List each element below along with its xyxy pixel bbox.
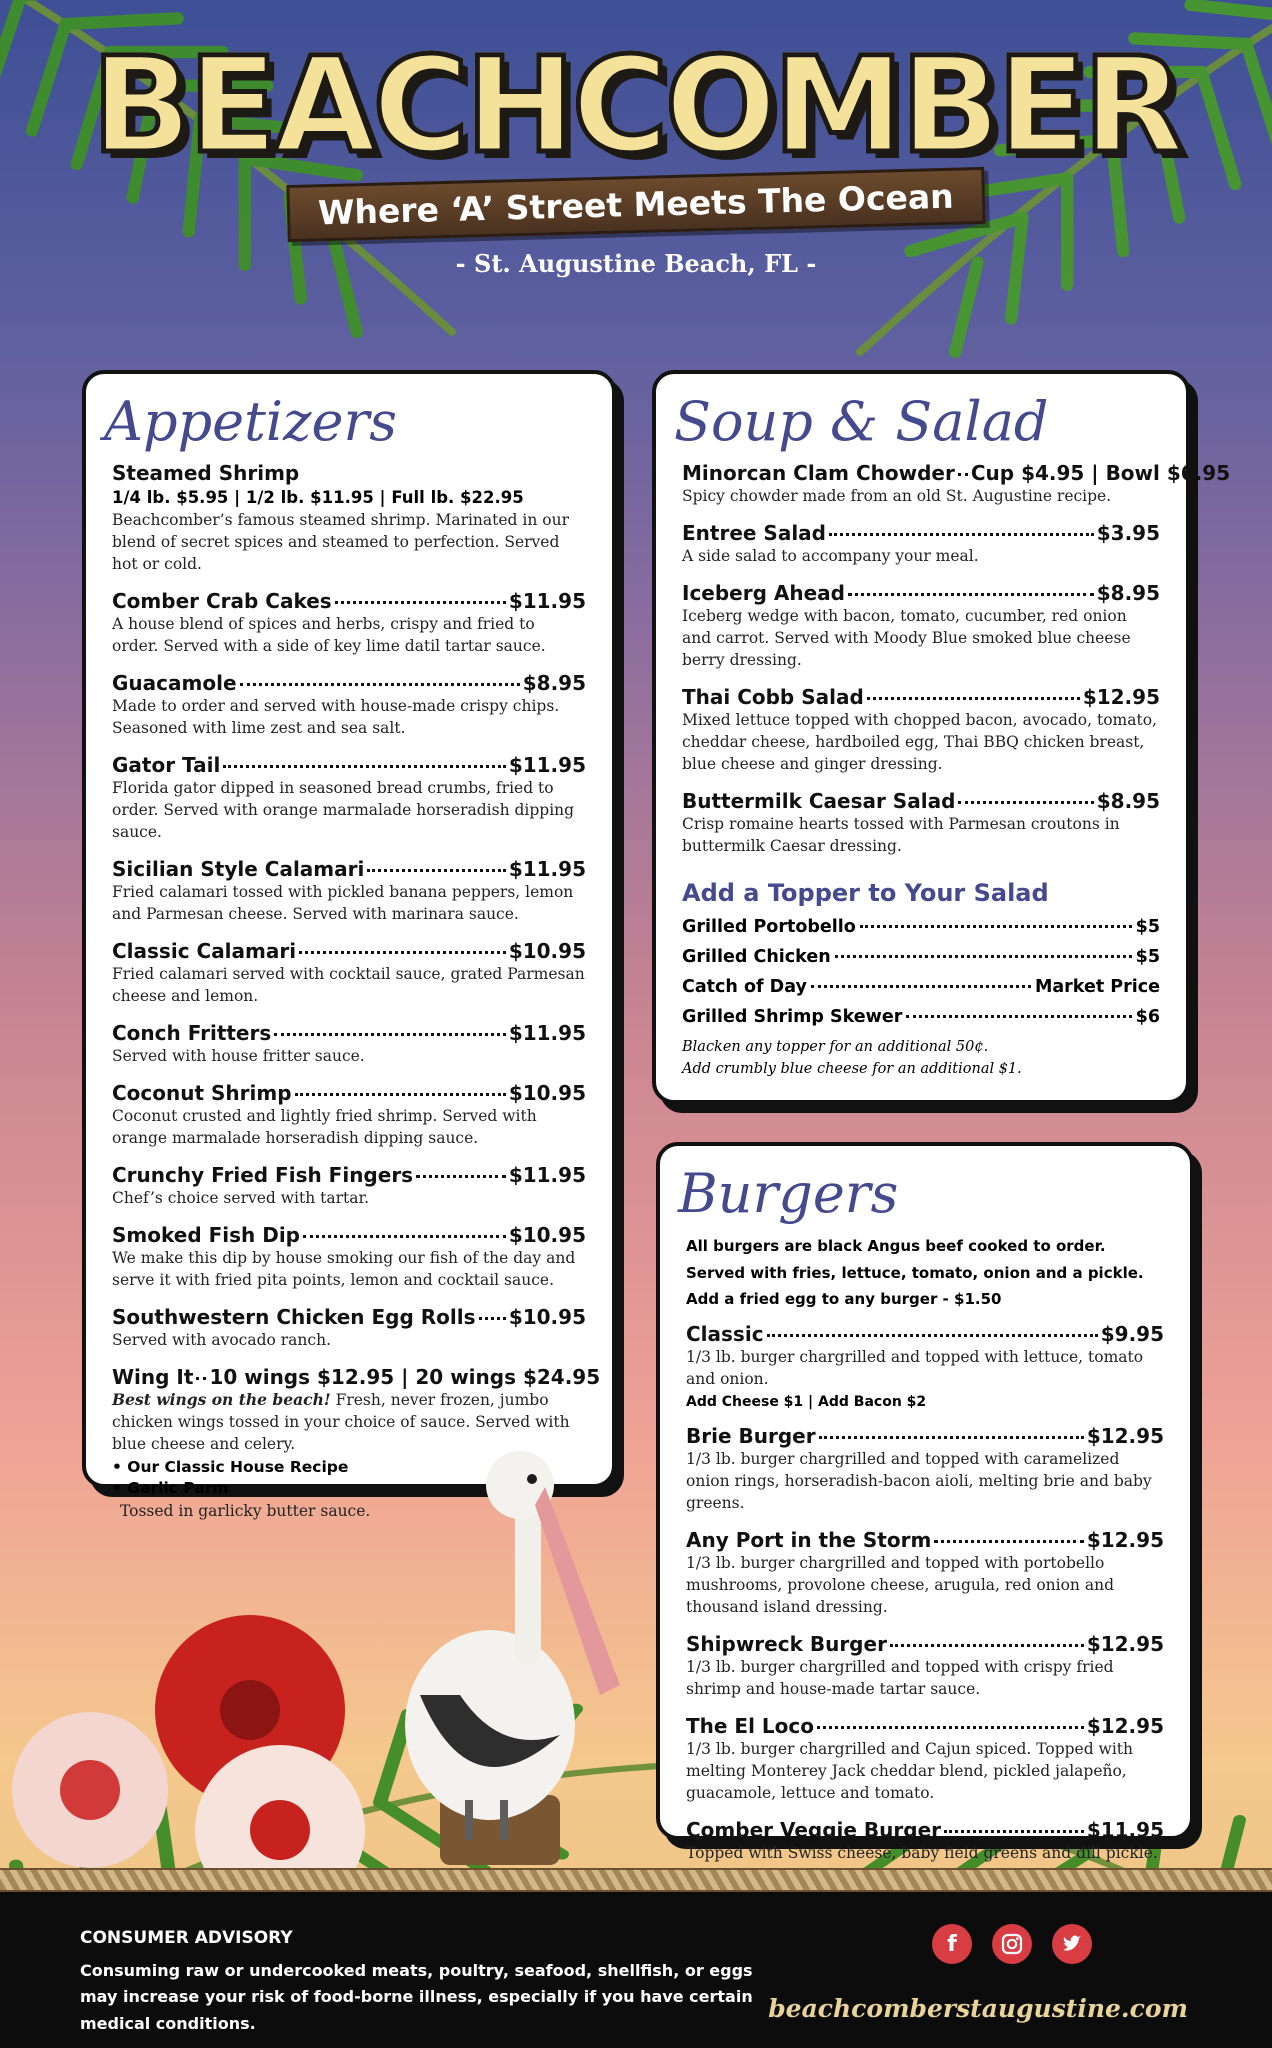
menu-item [682, 521, 1160, 567]
item-description: 1/3 lb. burger chargrilled and topped with caramelized onion rings, horseradish-bacon aioli, melting brie and baby greens. [686, 1450, 1152, 1513]
item-price: $3.95 [1096, 521, 1160, 546]
item-description: Mixed lettuce topped with chopped bacon, avocado, tomato, cheddar cheese, hardboiled egg, Thai BBQ chicken breast, blue cheese and ginger dressing. [682, 711, 1157, 774]
instagram-icon[interactable] [992, 1924, 1032, 1964]
item-price: $11.95 [508, 1021, 586, 1046]
item-description: 1/3 lb. burger chargrilled and Cajun spiced. Topped with melting Monterey Jack cheddar blend, pickled jalapeño, guacamole, lettuce and tomato. [686, 1740, 1133, 1803]
item-name: Smoked Fish Dip [112, 1223, 300, 1248]
item-description: 1/3 lb. burger chargrilled and topped with crispy fried shrimp and house-made tartar sauce. [686, 1658, 1114, 1699]
topper-note: Add crumbly blue cheese for an additional $1. [682, 1061, 1022, 1078]
item-price: $10.95 [508, 939, 586, 964]
item-description: Topped with Swiss cheese, baby field greens and dill pickle. [686, 1844, 1158, 1863]
item-name: Gator Tail [112, 753, 221, 778]
item-description: Spicy chowder made from an old St. Augustine recipe. [682, 487, 1112, 506]
item-name: Entree Salad [682, 521, 826, 546]
advisory-text: Consuming raw or undercooked meats, poultry, seafood, shellfish, or eggs may increase your risk of food-borne illness, especially if you have certain medical conditions. [80, 1961, 753, 2033]
item-pricing: 1/4 lb. $5.95 | 1/2 lb. $11.95 | Full lb. $22.95 [112, 488, 524, 508]
item-description: We make this dip by house smoking our fish of the day and serve it with fried pita points, lemon and cocktail sauce. [112, 1249, 576, 1290]
menu-item [686, 1818, 1164, 1864]
menu-item [686, 1714, 1164, 1804]
item-name: Sicilian Style Calamari [112, 857, 365, 882]
item-name: Minorcan Clam Chowder [682, 461, 955, 486]
menu-item [112, 1021, 586, 1067]
item-name: Steamed Shrimp [112, 461, 300, 486]
item-name: Wing It [112, 1365, 194, 1390]
topper-item [682, 977, 1160, 997]
item-description: Made to order and served with house-made crispy chips. Seasoned with lime zest and sea salt. [112, 697, 560, 738]
item-description: Iceberg wedge with bacon, tomato, cucumber, red onion and carrot. Served with Moody Blue smoked blue cheese berry dressing. [682, 607, 1131, 670]
item-price: $11.95 [508, 857, 586, 882]
menu-item [112, 753, 586, 843]
menu-item [686, 1528, 1164, 1618]
consumer-advisory-footer [0, 1892, 1272, 2048]
item-name: Brie Burger [686, 1424, 816, 1449]
facebook-icon[interactable]: f [932, 1924, 972, 1964]
menu-item [686, 1322, 1164, 1410]
menu-item [112, 857, 586, 925]
topper-price: $6 [1135, 1007, 1160, 1028]
item-price: $8.95 [1096, 789, 1160, 814]
item-price: Cup $4.95 | Bowl $6.95 [970, 461, 1231, 486]
item-price: $12.95 [1086, 1632, 1164, 1657]
burgers-intro-line: All burgers are black Angus beef cooked to order. [686, 1237, 1106, 1256]
item-description: Fried calamari served with cocktail sauce, grated Parmesan cheese and lemon. [112, 965, 585, 1006]
item-price: $11.95 [508, 1163, 586, 1188]
item-description: Beachcomber’s famous steamed shrimp. Marinated in our blend of secret spices and steamed to perfection. Served hot or cold. [112, 511, 570, 574]
menu-item [682, 581, 1160, 671]
menu-item [682, 461, 1231, 507]
item-addons: Add Cheese $1 | Add Bacon $2 [686, 1394, 927, 1411]
menu-item [112, 1163, 586, 1209]
toppers-heading: Add a Topper to Your Salad [682, 879, 1049, 908]
wings-option: • Our Classic House Recipe [112, 1458, 349, 1477]
advisory-title: CONSUMER ADVISORY [80, 1928, 293, 1948]
item-name: The El Loco [686, 1714, 814, 1739]
burgers-intro-line: Add a fried egg to any burger - $1.50 [686, 1289, 1002, 1308]
item-price: $12.95 [1086, 1528, 1164, 1553]
item-name: Comber Veggie Burger [686, 1818, 942, 1843]
menu-item [112, 1223, 586, 1291]
location: - St. Augustine Beach, FL - [455, 249, 817, 278]
item-name: Buttermilk Caesar Salad [682, 789, 956, 814]
wings-description: Fresh, never frozen, jumbo chicken wings tossed in your choice of sauce. Served with blue cheese and celery. [112, 1391, 570, 1454]
topper-name: Grilled Shrimp Skewer [682, 1007, 903, 1028]
item-price: $8.95 [522, 671, 586, 696]
wings-option-description: Tossed in garlicky butter sauce. [120, 1502, 371, 1521]
topper-name: Catch of Day [682, 977, 807, 998]
item-price: $8.95 [1096, 581, 1160, 606]
item-description: Served with house fritter sauce. [112, 1047, 365, 1066]
item-name: Southwestern Chicken Egg Rolls [112, 1305, 476, 1330]
item-price: $11.95 [1086, 1818, 1164, 1843]
item-description: Served with avocado ranch. [112, 1331, 331, 1350]
wings-option: • Garlic Parm [112, 1479, 229, 1498]
menu-item [112, 589, 586, 657]
topper-price: $5 [1135, 917, 1160, 938]
item-name: Conch Fritters [112, 1021, 272, 1046]
item-price: $10.95 [508, 1223, 586, 1248]
brand-logo: BEACHCOMBER [0, 40, 1272, 172]
menu-item [686, 1632, 1164, 1700]
burgers-intro [686, 1233, 1164, 1312]
menu-item [112, 939, 586, 1007]
section-title: Burgers [678, 1162, 899, 1225]
menu-item [682, 685, 1160, 775]
topper-price: Market Price [1034, 977, 1160, 998]
menu-item [686, 1424, 1164, 1514]
menu-item [682, 789, 1160, 857]
item-price: $11.95 [508, 753, 586, 778]
topper-name: Grilled Chicken [682, 947, 831, 968]
twitter-icon[interactable] [1052, 1924, 1092, 1964]
topper-name: Grilled Portobello [682, 917, 856, 938]
item-description: 1/3 lb. burger chargrilled and topped with portobello mushrooms, provolone cheese, arugula, red onion and thousand island dressing. [686, 1554, 1114, 1617]
item-name: Comber Crab Cakes [112, 589, 332, 614]
topper-note: Blacken any topper for an additional 50¢. [682, 1039, 989, 1056]
item-description: A side salad to accompany your meal. [682, 547, 979, 566]
topper-price: $5 [1135, 947, 1160, 968]
item-description: 1/3 lb. burger chargrilled and topped with lettuce, tomato and onion. [686, 1348, 1144, 1389]
social-links [932, 1924, 1092, 1964]
item-description: Crisp romaine hearts tossed with Parmesan croutons in buttermilk Caesar dressing. [682, 815, 1120, 856]
item-name: Coconut Shrimp [112, 1081, 292, 1106]
tagline-sign [287, 167, 986, 242]
item-description: A house blend of spices and herbs, crispy and fried to order. Served with a side of key lime datil tartar sauce. [112, 615, 546, 656]
rope-divider [0, 1868, 1272, 1892]
burgers-panel [656, 1142, 1194, 1863]
section-title: Soup & Salad [674, 390, 1049, 453]
wings-tagline: Best wings on the beach! [112, 1390, 331, 1410]
item-price: $9.95 [1100, 1322, 1164, 1347]
topper-item [682, 947, 1160, 967]
website-link[interactable]: beachcomberstaugustine.com [768, 1994, 1188, 2023]
item-name: Shipwreck Burger [686, 1632, 887, 1657]
section-title: Appetizers [104, 390, 397, 453]
menu-item [112, 1305, 586, 1351]
pelican-illustration [350, 1395, 640, 1875]
item-price: $12.95 [1086, 1424, 1164, 1449]
item-price: $10.95 [508, 1081, 586, 1106]
item-price: $11.95 [508, 589, 586, 614]
menu-item [112, 461, 586, 575]
item-price: $10.95 [508, 1305, 586, 1330]
item-name: Any Port in the Storm [686, 1528, 932, 1553]
item-price: $12.95 [1082, 685, 1160, 710]
topper-item [682, 917, 1160, 937]
item-name: Iceberg Ahead [682, 581, 845, 606]
burgers-intro-line: Served with fries, lettuce, tomato, onion and a pickle. [686, 1263, 1144, 1282]
item-name: Crunchy Fried Fish Fingers [112, 1163, 414, 1188]
item-name: Classic Calamari [112, 939, 297, 964]
item-price: $12.95 [1086, 1714, 1164, 1739]
soup-salad-panel [652, 370, 1231, 1104]
item-description: Coconut crusted and lightly fried shrimp. Served with orange marmalade horseradish dipping sauce. [112, 1107, 537, 1148]
item-description: Chef’s choice served with tartar. [112, 1189, 370, 1208]
menu-item [112, 1081, 586, 1149]
item-name: Classic [686, 1322, 764, 1347]
menu-header [0, 29, 1272, 278]
item-description: Fried calamari tossed with pickled banana peppers, lemon and Parmesan cheese. Served with marinara sauce. [112, 883, 574, 924]
menu-item [112, 671, 586, 739]
appetizers-panel [82, 370, 616, 1521]
item-description: Florida gator dipped in seasoned bread crumbs, fried to order. Served with orange marmalade horseradish dipping sauce. [112, 779, 575, 842]
topper-item [682, 1007, 1160, 1027]
item-price: 10 wings $12.95 | 20 wings $24.95 [209, 1365, 601, 1390]
tagline: Where ‘A’ Street Meets The Ocean [317, 176, 955, 233]
item-name: Guacamole [112, 671, 237, 696]
item-name: Thai Cobb Salad [682, 685, 864, 710]
